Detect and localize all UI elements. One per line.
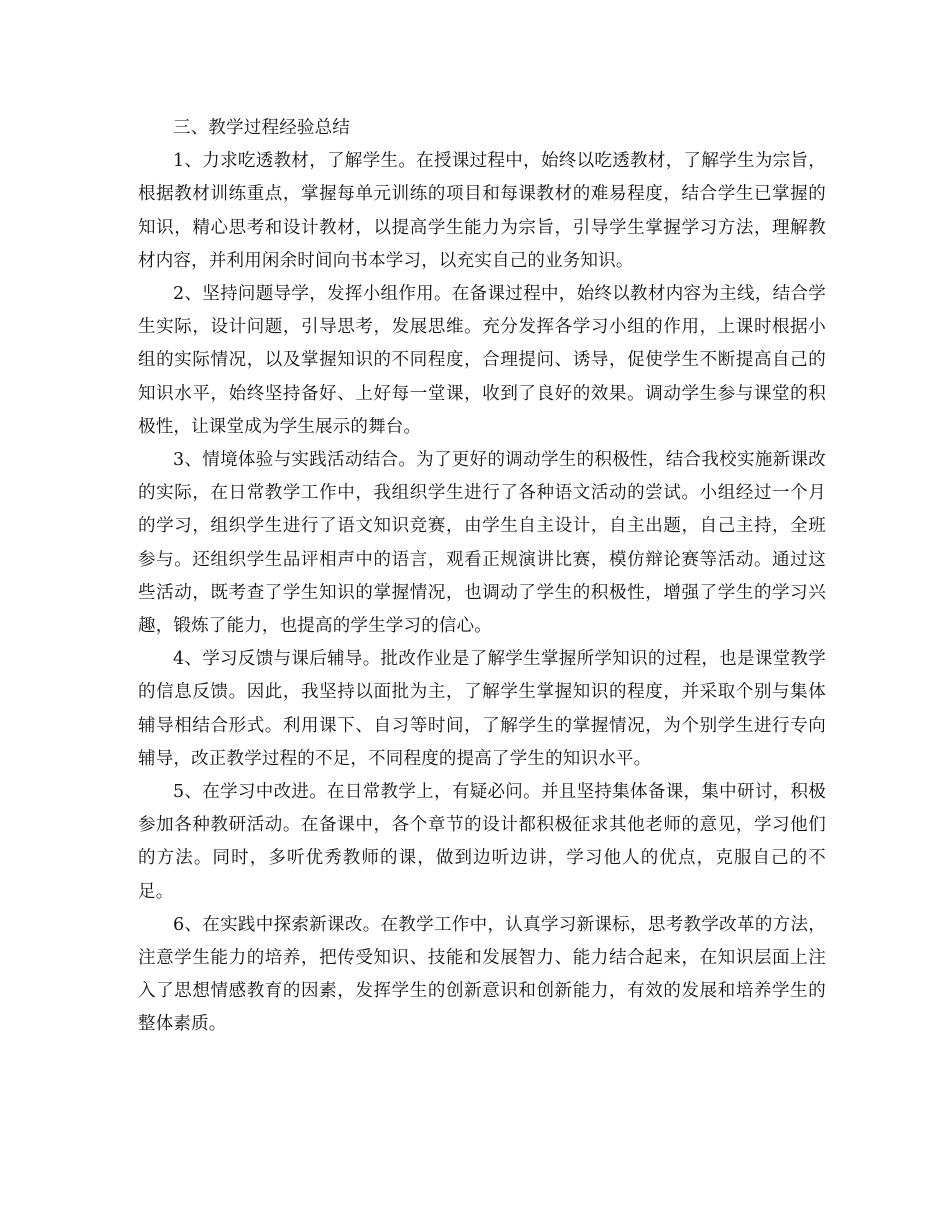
paragraph-2: 2、坚持问题导学，发挥小组作用。在备课过程中，始终以教材内容为主线，结合学生实际，设计问题，引导思考，发展思维。充分发挥各学习小组的作用，上课时根据小组的实际情况，以及掌握知识的不同程度，合理提问、诱导，促使学生不断提高自己的知识水平，始终坚持备好、上好每一堂课，收到了良好的效果。调动学生参与课堂的积极性，让课堂成为学生展示的舞台。 bbox=[138, 284, 826, 437]
paragraph-6: 6、在实践中探索新课改。在教学工作中，认真学习新课标，思考教学改革的方法，注意学生能力的培养，把传受知识、技能和发展智力、能力结合起来，在知识层面上注入了思想情感教育的因素，发挥学生的创新意识和创新能力，有效的发展和培养学生的整体素质。 bbox=[138, 914, 826, 1035]
paragraph-4: 4、学习反馈与课后辅导。批改作业是了解学生掌握所学知识的过程，也是课堂教学的信息反馈。因此，我坚持以面批为主，了解学生掌握知识的程度，并采取个别与集体辅导相结合形式。利用课下、自习等时间，了解学生的掌握情况，为个别学生进行专向辅导，改正教学过程的不足，不同程度的提高了学生的知识水平。 bbox=[138, 649, 826, 769]
document-body bbox=[138, 112, 826, 1042]
paragraph-5: 5、在学习中改进。在日常教学上，有疑必问。并且坚持集体备课，集中研讨，积极参加各种教研活动。在备课中，各个章节的设计都积极征求其他老师的意见，学习他们的方法。同时，多听优秀教师的课，做到边听边讲，学习他人的优点，克服自己的不足。 bbox=[138, 782, 826, 902]
section-heading: 三、教学过程经验总结 bbox=[173, 118, 350, 138]
paragraph-1: 1、力求吃透教材，了解学生。在授课过程中，始终以吃透教材，了解学生为宗旨，根据教材训练重点，掌握每单元训练的项目和每课教材的难易程度，结合学生已掌握的知识，精心思考和设计教材，以提高学生能力为宗旨，引导学生掌握学习方法，理解教材内容，并利用闲余时间向书本学习，以充实自己的业务知识。 bbox=[138, 151, 826, 271]
paragraph-3: 3、情境体验与实践活动结合。为了更好的调动学生的积极性，结合我校实施新课改的实际，在日常教学工作中，我组织学生进行了各种语文活动的尝试。小组经过一个月的学习，组织学生进行了语文知识竞赛，由学生自主设计，自主出题，自己主持，全班参与。还组织学生品评相声中的语言，观看正规演讲比赛，模仿辩论赛等活动。通过这些活动，既考查了学生知识的掌握情况，也调动了学生的积极性，增强了学生的学习兴趣，锻炼了能力，也提高的学生学习的信心。 bbox=[138, 450, 826, 637]
